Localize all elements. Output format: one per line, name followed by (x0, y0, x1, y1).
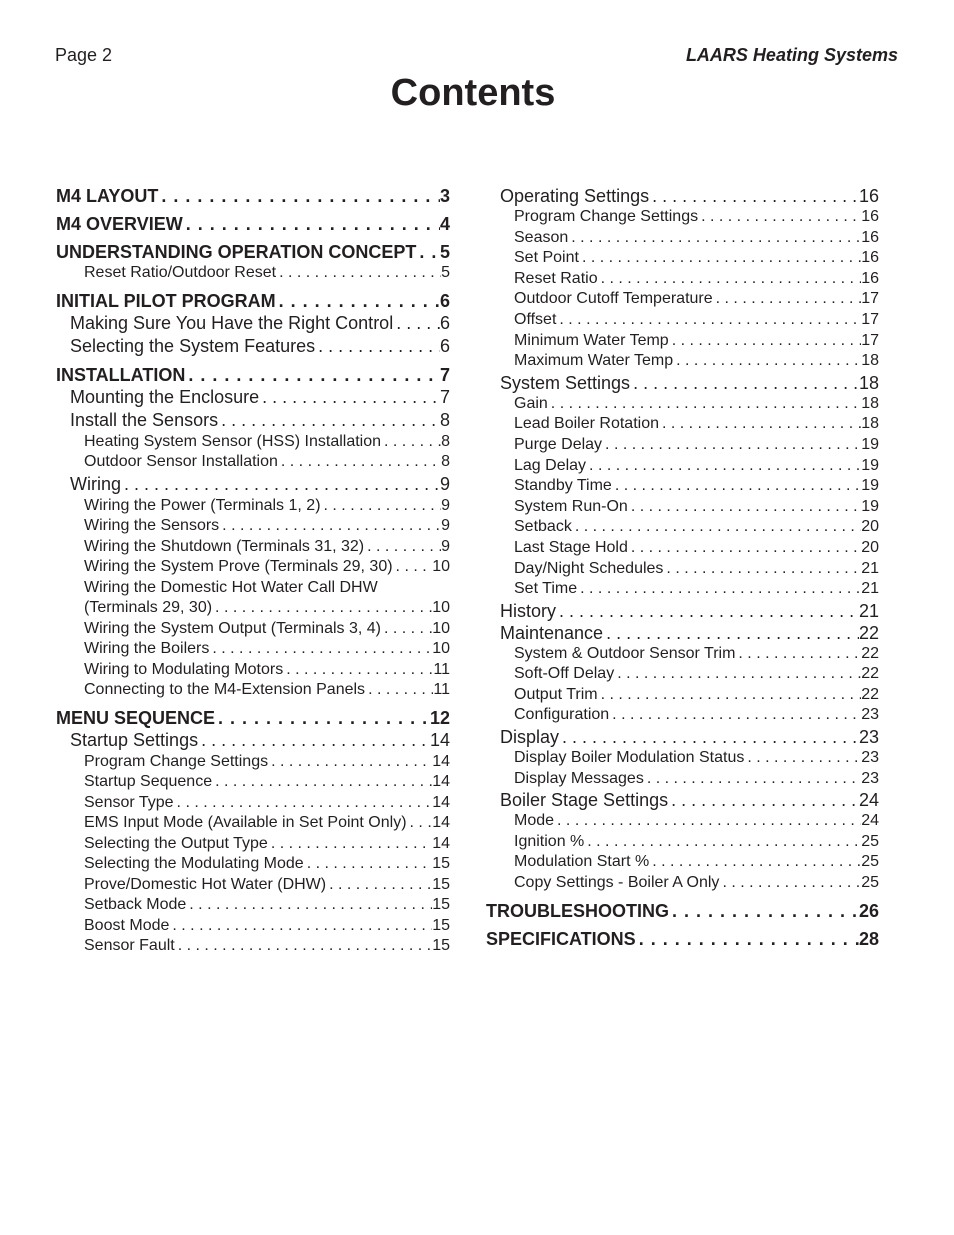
toc-page-number: 9 (439, 473, 450, 494)
toc-dot-leader (218, 409, 440, 432)
toc-dot-leader (614, 664, 861, 685)
toc-dot-leader (183, 213, 440, 235)
toc-dot-leader (609, 705, 861, 726)
toc-entry-label: Minimum Water Temp (514, 331, 669, 349)
toc-entry[interactable] (486, 351, 879, 372)
toc-page-number: 22 (861, 644, 879, 662)
toc-page-number: 23 (861, 769, 879, 787)
toc-entry[interactable] (56, 729, 450, 752)
toc-dot-leader (644, 769, 861, 790)
toc-entry[interactable] (486, 517, 879, 538)
toc-entry[interactable] (56, 813, 450, 834)
toc-entry-label: Mode (514, 812, 555, 830)
toc-page-number: 25 (861, 853, 879, 871)
toc-entry-label: Outdoor Cutoff Temperature (514, 290, 713, 308)
toc-entry[interactable] (486, 705, 879, 726)
toc-section-entry[interactable] (486, 928, 879, 950)
toc-page-number: 8 (441, 432, 450, 450)
toc-entry[interactable] (56, 772, 450, 793)
toc-page-number: 5 (439, 242, 450, 262)
toc-entry[interactable] (486, 685, 879, 706)
toc-page-number: 18 (861, 415, 879, 433)
page-number: Page 2 (55, 45, 113, 65)
toc-entry-label: Sensor Type (84, 793, 174, 811)
toc-dot-leader (326, 875, 432, 896)
toc-dot-leader (649, 185, 859, 207)
toc-entry-label: Wiring the System Prove (Terminals 29, 30) (84, 558, 393, 575)
toc-entry-label: Reset Ratio/Outdoor Reset (84, 264, 277, 281)
toc-page-number: 6 (439, 312, 450, 333)
toc-entry[interactable] (486, 497, 879, 518)
toc-dot-leader (276, 263, 441, 284)
toc-page-number: 7 (439, 386, 450, 407)
toc-entry[interactable] (486, 310, 879, 331)
toc-entry-label: Purge Delay (514, 435, 603, 453)
toc-page-number: 28 (858, 928, 879, 949)
toc-dot-leader (556, 310, 861, 331)
toc-entry[interactable] (56, 496, 450, 517)
toc-page-number: 14 (432, 834, 450, 852)
toc-page-number: 26 (858, 900, 879, 921)
toc-entry[interactable] (56, 516, 450, 537)
toc-entry-label: Startup Sequence (84, 773, 213, 790)
toc-entry[interactable] (486, 269, 879, 290)
toc-entry-label: History (500, 600, 557, 621)
toc-left-column (56, 185, 450, 957)
toc-dot-leader (198, 729, 430, 752)
toc-dot-leader (364, 537, 441, 558)
toc-entry[interactable] (56, 834, 450, 855)
toc-dot-leader (598, 685, 862, 706)
toc-page-number: 6 (439, 290, 450, 311)
toc-page-number: 23 (858, 727, 879, 748)
toc-entry-label: Standby Time (514, 477, 612, 495)
toc-page-number: 14 (432, 814, 450, 831)
toc-entry-label: Day/Night Schedules (514, 559, 664, 577)
toc-dot-leader (407, 813, 433, 834)
page-title: Contents (390, 72, 556, 114)
toc-page-number: 10 (432, 599, 450, 616)
toc-entry[interactable] (486, 331, 879, 352)
toc-dot-leader (304, 854, 433, 875)
toc-section-entry[interactable] (56, 213, 450, 235)
toc-dot-leader (744, 748, 861, 769)
toc-dot-leader (393, 557, 433, 578)
toc-dot-leader (169, 916, 432, 937)
toc-entry-label: Lag Delay (514, 456, 587, 474)
toc-page-number: 11 (433, 681, 450, 698)
toc-page-number: 8 (441, 453, 450, 470)
toc-entry[interactable] (486, 289, 879, 310)
toc-entry-label: System Run-On (514, 497, 628, 515)
toc-page-number: 9 (441, 517, 450, 534)
toc-entry-label: Wiring the Power (Terminals 1, 2) (84, 496, 321, 514)
toc-page-number: 18 (861, 394, 879, 412)
toc-page-number: 16 (861, 249, 879, 267)
toc-entry-label: Maintenance (500, 622, 604, 643)
toc-entry-label: Last Stage Hold (514, 538, 628, 556)
toc-entry[interactable] (486, 435, 879, 456)
toc-page-number: 21 (861, 559, 879, 577)
toc-page-number: 9 (441, 537, 450, 555)
toc-dot-leader (268, 834, 432, 855)
toc-page-number: 15 (432, 875, 450, 893)
toc-entry-label: Ignition % (514, 832, 585, 850)
toc-entry[interactable] (56, 432, 450, 453)
toc-entry-label: Making Sure You Have the Right Control (70, 312, 394, 333)
toc-dot-leader (559, 726, 859, 748)
toc-dot-leader (393, 312, 440, 335)
toc-entry-label: INITIAL PILOT PROGRAM (56, 290, 276, 311)
toc-entry-label: Wiring the Shutdown (Terminals 31, 32) (84, 537, 365, 555)
toc-entry[interactable] (56, 793, 450, 814)
toc-entry[interactable] (56, 680, 450, 701)
toc-page-number: 17 (861, 290, 879, 308)
toc-page-number: 24 (858, 790, 879, 811)
toc-dot-leader (579, 248, 861, 269)
toc-entry[interactable] (56, 619, 450, 640)
toc-page-number: 19 (861, 497, 879, 515)
toc-entry-label: Wiring the Sensors (84, 517, 220, 534)
toc-entry[interactable] (486, 622, 879, 644)
toc-section-entry[interactable] (56, 185, 450, 207)
toc-entry-label: Selecting the Modulating Mode (84, 855, 304, 872)
toc-dot-leader (259, 386, 440, 409)
toc-entry[interactable] (56, 409, 450, 432)
toc-dot-leader (278, 452, 441, 473)
toc-entry-label: Setback (514, 518, 572, 536)
toc-dot-leader (572, 517, 861, 538)
toc-section-entry[interactable] (56, 364, 450, 386)
toc-entry[interactable] (486, 832, 879, 853)
toc-page-number: 21 (861, 580, 879, 598)
toc-page-number: 5 (441, 264, 450, 281)
toc-entry[interactable] (56, 895, 450, 916)
toc-page-number: 9 (441, 496, 450, 514)
toc-page-number: 3 (439, 186, 450, 206)
toc-entry-label: Selecting the System Features (70, 335, 316, 356)
toc-entry-label: Heating System Sensor (HSS) Installation (84, 432, 382, 450)
toc-entry-label: Lead Boiler Rotation (514, 415, 659, 433)
toc-page-number: 16 (858, 186, 879, 206)
toc-page-number: 14 (432, 793, 450, 811)
toc-entry-label: Display (500, 727, 560, 748)
toc-dot-leader (603, 622, 859, 644)
toc-entry-label: Setback Mode (84, 896, 187, 913)
toc-dot-leader (663, 559, 861, 580)
toc-dot-leader (673, 351, 861, 372)
toc-entry[interactable] (486, 559, 879, 580)
toc-page-number: 17 (861, 331, 879, 349)
toc-section-entry[interactable] (56, 290, 450, 312)
toc-dot-leader (121, 473, 440, 496)
toc-entry-wrapped-line[interactable] (56, 578, 450, 599)
toc-entry-label: Display Messages (514, 769, 644, 787)
toc-dot-leader (668, 789, 859, 811)
toc-entry-label: Sensor Fault (84, 937, 175, 954)
toc-entry[interactable] (486, 456, 879, 477)
toc-page-number: 24 (861, 812, 879, 830)
toc-dot-leader (416, 241, 440, 263)
toc-entry-label: INSTALLATION (56, 364, 186, 385)
toc-dot-leader (735, 644, 861, 665)
toc-dot-leader (365, 680, 433, 701)
toc-entry[interactable] (486, 414, 879, 435)
toc-entry-label: Boost Mode (84, 916, 170, 934)
toc-entry[interactable] (56, 660, 450, 681)
toc-entry-label: Program Change Settings (84, 752, 269, 770)
brand-name: LAARS Heating Systems (685, 45, 898, 65)
toc-entry-label: Selecting the Output Type (84, 834, 268, 852)
toc-dot-leader (215, 707, 430, 729)
toc-page-number: 21 (858, 600, 879, 621)
toc-dot-leader (659, 414, 861, 435)
toc-page-number: 15 (432, 855, 450, 872)
toc-entry[interactable] (56, 936, 450, 957)
toc-entry-label: EMS Input Mode (Available in Set Point Only) (84, 814, 407, 831)
toc-entry-label: Install the Sensors (70, 409, 219, 430)
toc-page-number: 4 (439, 214, 450, 234)
toc-dot-leader (649, 852, 861, 873)
toc-entry[interactable] (56, 312, 450, 335)
toc-dot-leader (628, 497, 861, 518)
toc-entry-label: System & Outdoor Sensor Trim (514, 644, 736, 662)
toc-entry[interactable] (56, 263, 450, 284)
toc-entry[interactable] (486, 644, 879, 665)
toc-entry-label: MENU SEQUENCE (56, 707, 216, 728)
toc-page-number: 12 (429, 707, 450, 728)
toc-dot-leader (175, 936, 432, 957)
toc-entry-label: UNDERSTANDING OPERATION CONCEPT (56, 242, 417, 262)
toc-entry[interactable] (486, 873, 879, 894)
toc-dot-leader (212, 772, 432, 793)
toc-entry[interactable] (56, 557, 450, 578)
toc-entry-label: TROUBLESHOOTING (486, 900, 669, 921)
toc-page-number: 10 (432, 558, 450, 575)
toc-entry-label: Outdoor Sensor Installation (84, 453, 278, 470)
toc-dot-leader (719, 873, 861, 894)
toc-page-number: 19 (861, 456, 879, 474)
toc-page-number: 15 (432, 937, 450, 954)
toc-page-number: 17 (861, 310, 879, 328)
toc-entry[interactable] (486, 538, 879, 559)
toc-dot-leader (185, 364, 440, 386)
toc-dot-leader (698, 207, 861, 228)
toc-page-number: 7 (439, 364, 450, 385)
toc-entry[interactable] (56, 875, 450, 896)
toc-entry[interactable] (486, 372, 879, 394)
toc-dot-leader (556, 600, 859, 622)
toc-dot-leader (669, 900, 859, 922)
toc-entry[interactable] (56, 452, 450, 473)
toc-page-number: 16 (861, 228, 879, 246)
toc-entry-label: SPECIFICATIONS (486, 928, 636, 949)
toc-dot-leader (268, 752, 432, 773)
toc-entry-label: M4 OVERVIEW (56, 214, 183, 234)
toc-dot-leader (584, 832, 861, 853)
toc-entry-label: Wiring the Boilers (84, 640, 210, 657)
toc-dot-leader (568, 228, 861, 249)
toc-page-number: 19 (861, 477, 879, 495)
toc-section-entry[interactable] (56, 707, 450, 729)
toc-dot-leader (212, 598, 432, 619)
toc-dot-leader (548, 394, 861, 415)
toc-entry-label: Display Boiler Modulation Status (514, 749, 745, 767)
toc-entry[interactable] (486, 579, 879, 600)
toc-entry[interactable] (56, 752, 450, 773)
toc-dot-leader (577, 579, 861, 600)
toc-page-number: 16 (861, 269, 879, 287)
toc-page-number: 20 (861, 518, 879, 536)
toc-entry[interactable] (56, 639, 450, 660)
toc-page-number: 6 (439, 335, 450, 356)
toc-entry[interactable] (56, 386, 450, 409)
toc-page-number: 22 (861, 685, 879, 703)
toc-dot-leader (554, 811, 861, 832)
toc-page-number: 22 (861, 665, 879, 683)
toc-page-number: 18 (858, 372, 879, 393)
toc-entry[interactable] (486, 600, 879, 622)
toc-dot-leader (283, 660, 433, 681)
toc-entry-label: Connecting to the M4-Extension Panels (84, 681, 366, 698)
toc-entry[interactable] (486, 726, 879, 748)
toc-entry-label: Configuration (514, 706, 610, 724)
toc-dot-leader (158, 185, 440, 207)
toc-dot-leader (276, 290, 440, 312)
toc-dot-leader (209, 639, 432, 660)
toc-dot-leader (713, 289, 862, 310)
toc-page-number: 22 (858, 622, 879, 643)
toc-dot-leader (669, 331, 862, 352)
toc-dot-leader (636, 928, 859, 950)
toc-entry[interactable] (486, 207, 879, 228)
toc-page-number: 25 (861, 832, 879, 850)
toc-entry-label: Boiler Stage Settings (500, 790, 669, 811)
toc-entry[interactable] (56, 916, 450, 937)
toc-page-number: 11 (433, 660, 450, 678)
toc-page-number: 14 (432, 752, 450, 770)
toc-entry-label: Wiring (70, 473, 122, 494)
toc-entry-label: Offset (514, 310, 557, 328)
toc-page-number: 19 (861, 435, 879, 453)
toc-section-entry[interactable] (486, 900, 879, 922)
toc-entry[interactable] (486, 789, 879, 811)
toc-entry-label: Reset Ratio (514, 269, 598, 287)
toc-page-number: 8 (439, 409, 450, 430)
toc-page-number: 23 (861, 749, 879, 767)
toc-dot-leader (598, 269, 862, 290)
toc-entry-label: M4 LAYOUT (56, 186, 159, 206)
toc-section-entry[interactable] (56, 241, 450, 263)
toc-entry[interactable] (486, 748, 879, 769)
toc-page-number: 18 (861, 352, 879, 370)
toc-entry-label: Mounting the Enclosure (70, 386, 260, 407)
toc-entry-label: Season (514, 228, 569, 246)
toc-page-number: 10 (432, 640, 450, 657)
toc-entry-label: Operating Settings (500, 186, 650, 206)
toc-entry-label: Maximum Water Temp (514, 352, 674, 370)
toc-entry-label: Output Trim (514, 685, 598, 703)
toc-entry[interactable] (486, 811, 879, 832)
toc-entry[interactable] (486, 476, 879, 497)
toc-entry[interactable] (56, 854, 450, 875)
toc-dot-leader (315, 335, 440, 358)
toc-entry-label: Prove/Domestic Hot Water (DHW) (84, 875, 327, 893)
toc-entry-label: Wiring the Domestic Hot Water Call DHW (84, 578, 378, 596)
toc-dot-leader (381, 619, 432, 640)
toc-entry-label: Set Time (514, 580, 578, 598)
toc-entry[interactable] (486, 852, 879, 873)
toc-dot-leader (630, 372, 859, 394)
toc-page-number: 10 (432, 619, 450, 637)
toc-dot-leader (381, 432, 441, 453)
toc-page-number: 23 (861, 706, 879, 724)
toc-entry-label: (Terminals 29, 30) (84, 599, 213, 616)
toc-dot-leader (628, 538, 861, 559)
toc-entry-label: Wiring to Modulating Motors (84, 660, 284, 678)
toc-right-column (486, 185, 879, 950)
toc-entry[interactable] (56, 335, 450, 358)
toc-entry[interactable] (486, 248, 879, 269)
toc-page-number: 16 (861, 208, 879, 225)
toc-entry[interactable] (56, 598, 450, 619)
toc-dot-leader (612, 476, 861, 497)
toc-entry-label: Program Change Settings (514, 208, 699, 225)
toc-entry-label: Copy Settings - Boiler A Only (514, 874, 720, 892)
toc-entry[interactable] (486, 769, 879, 790)
toc-dot-leader (219, 516, 441, 537)
toc-dot-leader (174, 793, 433, 814)
toc-entry[interactable] (56, 537, 450, 558)
toc-page-number: 15 (432, 916, 450, 934)
toc-entry-label: Soft-Off Delay (514, 665, 615, 683)
toc-entry-label: System Settings (500, 372, 631, 393)
toc-entry[interactable] (486, 228, 879, 249)
toc-entry-label: Modulation Start % (514, 853, 650, 871)
toc-page-number: 14 (429, 729, 450, 750)
toc-entry[interactable] (486, 394, 879, 415)
toc-page-number: 15 (432, 896, 450, 913)
toc-dot-leader (321, 496, 442, 517)
toc-entry-label: Set Point (514, 249, 579, 267)
toc-entry[interactable] (56, 473, 450, 496)
toc-entry[interactable] (486, 664, 879, 685)
toc-entry-label: Wiring the System Output (Terminals 3, 4) (84, 619, 381, 637)
toc-entry-label: Gain (514, 394, 548, 412)
toc-page-number: 25 (861, 874, 879, 892)
toc-dot-leader (586, 456, 861, 477)
toc-entry-label: Startup Settings (70, 729, 199, 750)
toc-dot-leader (602, 435, 861, 456)
toc-page-number: 20 (861, 538, 879, 556)
toc-dot-leader (186, 895, 432, 916)
toc-page-number: 14 (432, 773, 450, 790)
toc-entry[interactable] (486, 185, 879, 207)
